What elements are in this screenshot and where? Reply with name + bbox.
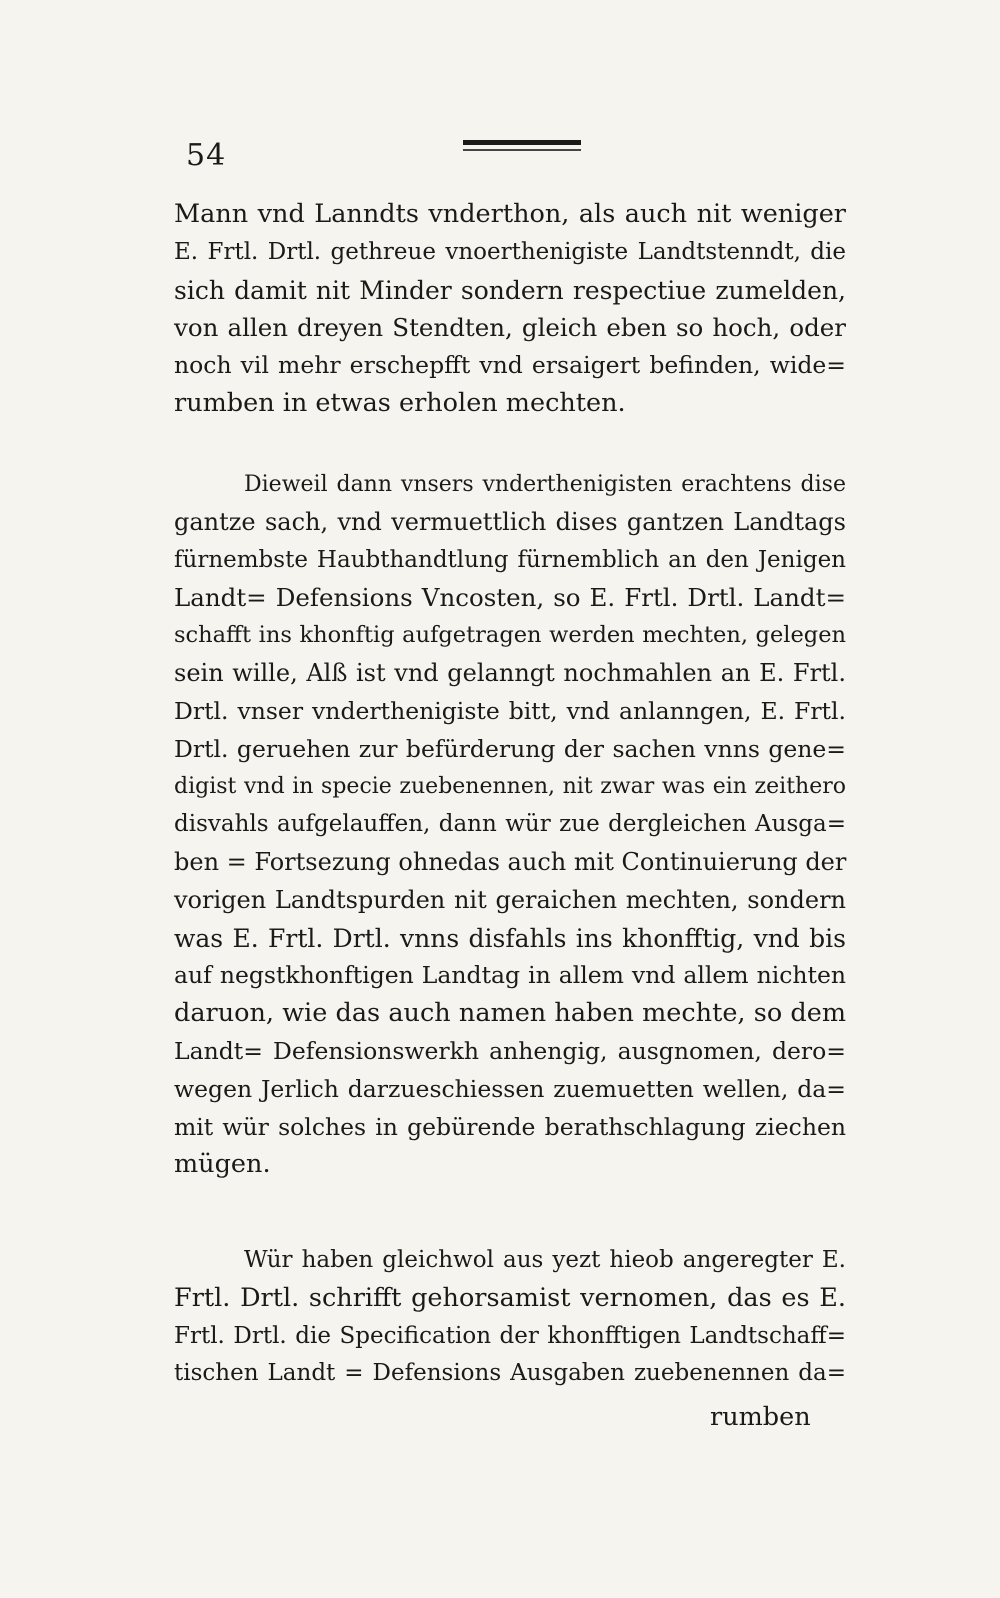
text-line: disvahls aufgelauffen, dann wür zue dergleichen Ausga= [174, 811, 846, 838]
text-line: Frtl. Drtl. die Specification der khonfftigen Landtschaff= [174, 1322, 846, 1349]
text-line: daruon, wie das auch namen haben mechte, so dem [174, 998, 846, 1029]
text-line: sich damit nit Minder sondern respectiue zumelden, [174, 275, 846, 305]
text-line: wegen Jerlich darzueschiessen zuemuetten wellen, da= [174, 1074, 846, 1103]
text-line: rumben in etwas erholen mechten. [174, 387, 626, 418]
paragraph-3 [174, 1242, 846, 1393]
text-line: gantze sach, vnd vermuettlich dises gantzen Landtags [174, 507, 846, 536]
text-line: Mann vnd Lanndts vnderthon, als auch nit weniger [174, 199, 846, 229]
text-line: fürnembste Haubthandtlung fürnemblich an den Jenigen [174, 546, 846, 573]
ornament-thick-rule [463, 140, 581, 145]
text-line: Dieweil dann vnsers vnderthenigisten erachtens dise [244, 472, 846, 497]
header-ornament [463, 140, 581, 151]
text-line: Drtl. geruehen zur befürderung der sachen vnns gene= [174, 734, 846, 763]
text-line: von allen dreyen Stendten, gleich eben so hoch, oder [174, 313, 846, 343]
text-line: noch vil mehr erschepfft vnd ersaigert befinden, wide= [174, 351, 846, 380]
catchword: rumben [710, 1402, 811, 1432]
text-line: mügen. [174, 1149, 271, 1180]
text-line: E. Frtl. Drtl. gethreue vnoerthenigiste Landtstenndt, die [174, 238, 846, 265]
text-line: sein wille, Alß ist vnd gelanngt nochmahlen an E. Frtl. [174, 658, 846, 687]
text-line: tischen Landt = Defensions Ausgaben zuebenennen da= [174, 1360, 846, 1387]
text-line: vorigen Landtspurden nit geraichen mechten, sondern [174, 885, 846, 914]
text-line: mit wür solches in gebürende berathschlagung ziechen [174, 1112, 846, 1141]
page-number: 54 [186, 138, 227, 173]
text-line: digist vnd in specie zuebenennen, nit zwar was ein zeithero [174, 774, 846, 800]
text-line: Frtl. Drtl. schrifft gehorsamist vernomen, das es E. [174, 1282, 846, 1313]
paragraph-1 [174, 196, 846, 423]
paragraph-2 [174, 466, 846, 1184]
text-line: schafft ins khonftig aufgetragen werden mechten, gelegen [174, 622, 846, 649]
text-line: was E. Frtl. Drtl. vnns disfahls ins khonfftig, vnd bis [174, 923, 846, 953]
text-line: ben = Fortsezung ohnedas auch mit Continuierung der [174, 847, 847, 876]
text-line: auf negstkhonftigen Landtag in allem vnd allem nichten [174, 961, 846, 990]
text-line: Wür haben gleichwol aus yezt hieob angeregter E. [244, 1247, 846, 1273]
text-line: Landt= Defensionswerkh anhengig, ausgnomen, dero= [174, 1036, 846, 1065]
ornament-thin-rule [463, 149, 581, 151]
text-line: Landt= Defensions Vncosten, so E. Frtl. Drtl. Landt= [174, 583, 846, 613]
text-line: Drtl. vnser vnderthenigiste bitt, vnd anlanngen, E. Frtl. [174, 696, 846, 725]
